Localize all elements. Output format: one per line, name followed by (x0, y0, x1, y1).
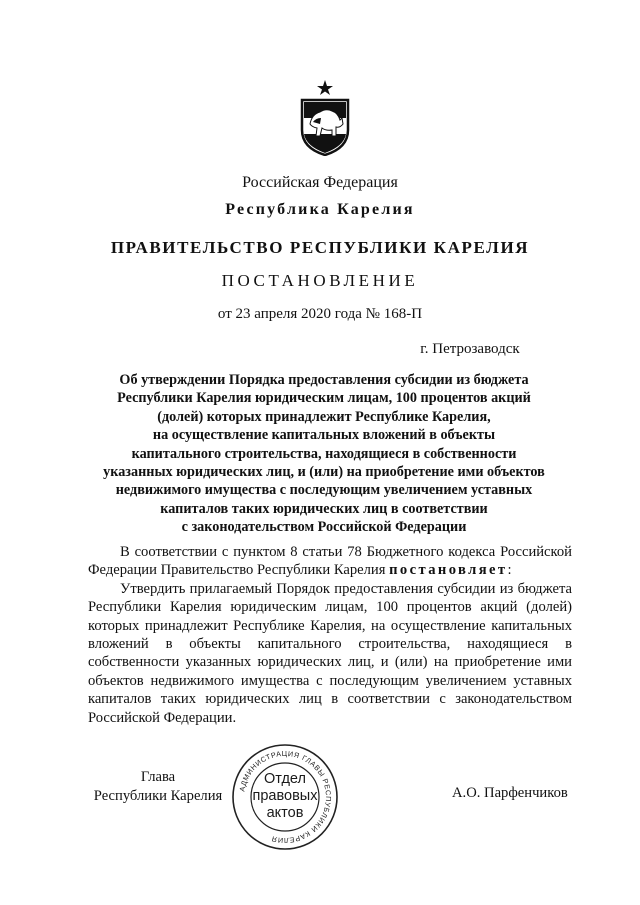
decrees-word: постановляет (389, 562, 508, 579)
government-heading: ПРАВИТЕЛЬСТВО РЕСПУБЛИКИ КАРЕЛИЯ (110, 238, 530, 257)
title-line: капитального строительства, находящиеся в собственности (131, 445, 517, 462)
title-line: Об утверждении Порядка предоставления субсидии из бюджета (119, 372, 529, 388)
signatory-title (90, 768, 226, 806)
decree-body (88, 543, 572, 727)
country-name: Российская Федерация (242, 174, 398, 191)
decree-title (96, 371, 552, 537)
title-line: (долей) которых принадлежит Республике Карелия, (157, 408, 491, 425)
document-type: ПОСТАНОВЛЕНИЕ (221, 271, 419, 290)
title-line: капиталов таких юридических лиц в соответствии (160, 500, 488, 517)
stamp-line3: актов (266, 805, 304, 821)
preamble-text: В соответствии с пунктом 8 статьи 78 Бюджетного кодекса Российской Федерации Правительство Республики Карелия (88, 544, 572, 579)
title-line: на осуществление капитальных вложений в объекты (152, 427, 496, 444)
title-line: Республики Карелия юридическим лицам, 100 процентов акций (117, 390, 531, 407)
stamp-line1: Отдел (264, 771, 306, 787)
stamp-inner-text (230, 771, 340, 822)
signatory-name: А.О. Парфенчиков (452, 785, 568, 801)
date-and-number: от 23 апреля 2020 года № 168-П (217, 306, 423, 322)
coat-of-arms-emblem (296, 78, 354, 156)
title-line: указанных юридических лиц, и (или) на приобретение ими объектов (103, 464, 545, 481)
signatory-title-line1: Глава (140, 769, 176, 785)
main-paragraph: Утвердить прилагаемый Порядок предоставления субсидии из бюджета Республики Карелия юридическим лицам, 100 процентов акций (долей) которых принадлежит Республике Карелия, на осуществление капитальных вложений в объекты капитального строительства, находящиеся в собственности указанных юридических лиц, и (или) на приобретение ими объектов недвижимого имущества с последующим увеличением уставных капиталов таких юридических лиц в соответствии с законодательством Российской Федерации. (88, 580, 572, 726)
title-line: недвижимого имущества с последующим увеличением уставных (115, 482, 533, 499)
title-line: с законодательством Российской Федерации (181, 519, 467, 536)
decrees-colon: : (507, 562, 512, 579)
preamble-paragraph (88, 543, 572, 580)
stamp-ring-text: АДМИНИСТРАЦИЯ ГЛАВЫ РЕСПУБЛИКИ КАРЕЛИЯ (237, 748, 334, 846)
republic-name: Республика Карелия (225, 201, 415, 218)
stamp-line2: правовых (252, 788, 318, 804)
signatory-title-line2: Республики Карелия (93, 788, 223, 804)
city: г. Петрозаводск (420, 341, 520, 357)
